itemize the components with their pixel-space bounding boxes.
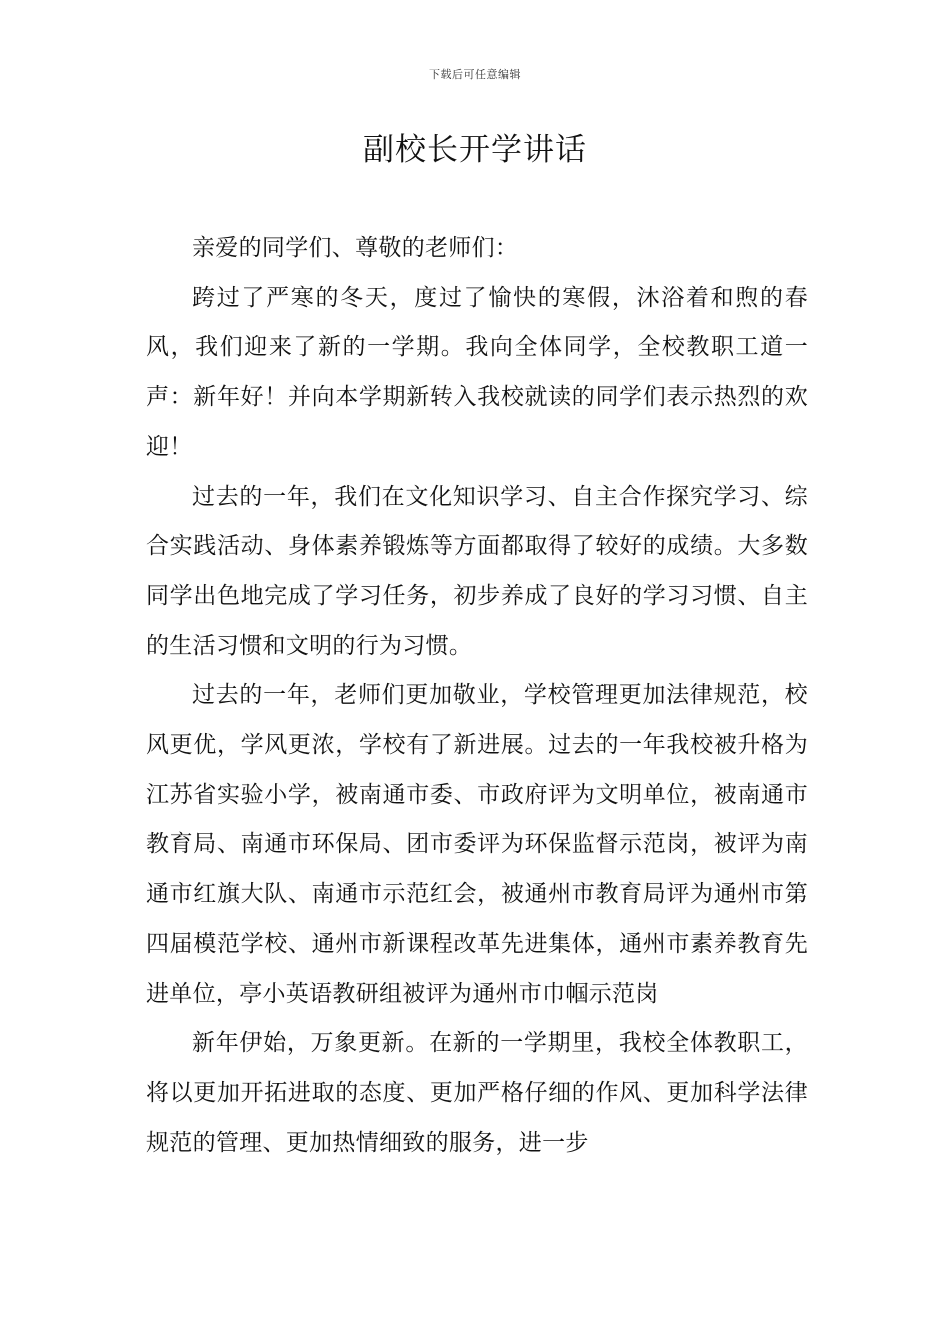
- document-title: 副校长开学讲话: [363, 132, 587, 168]
- body-paragraph: 跨过了严寒的冬天，度过了愉快的寒假，沐浴着和煦的春风，我们迎来了新的一学期。我向全体同学，全校教职工道一声：新年好！并向本学期新转入我校就读的同学们表示热烈的欢迎！: [146, 284, 808, 460]
- body-paragraph: 过去的一年，我们在文化知识学习、自主合作探究学习、综合实践活动、身体素养锻炼等方面都取得了较好的成绩。大多数同学出色地完成了学习任务，初步养成了良好的学习习惯、自主的生活习惯和文明的行为习惯。: [146, 483, 808, 659]
- greeting-paragraph: 亲爱的同学们、尊敬的老师们：: [192, 235, 519, 261]
- document-body: [146, 224, 808, 1168]
- header-note: 下载后可任意编辑: [429, 68, 521, 81]
- body-paragraph: 新年伊始，万象更新。在新的一学期里，我校全体教职工，将以更加开拓进取的态度、更加严格仔细的作风、更加科学法律规范的管理、更加热情细致的服务，进一步: [146, 1030, 808, 1156]
- body-paragraph: 过去的一年，老师们更加敬业，学校管理更加法律规范，校风更优，学风更浓，学校有了新进展。过去的一年我校被升格为江苏省实验小学，被南通市委、市政府评为文明单位，被南通市教育局、南通市环保局、团市委评为环保监督示范岗，被评为南通市红旗大队、南通市示范红会，被通州市教育局评为通州市第四届模范学校、通州市新课程改革先进集体，通州市素养教育先进单位，亭小英语教研组被评为通州市巾帼示范岗: [146, 682, 808, 1007]
